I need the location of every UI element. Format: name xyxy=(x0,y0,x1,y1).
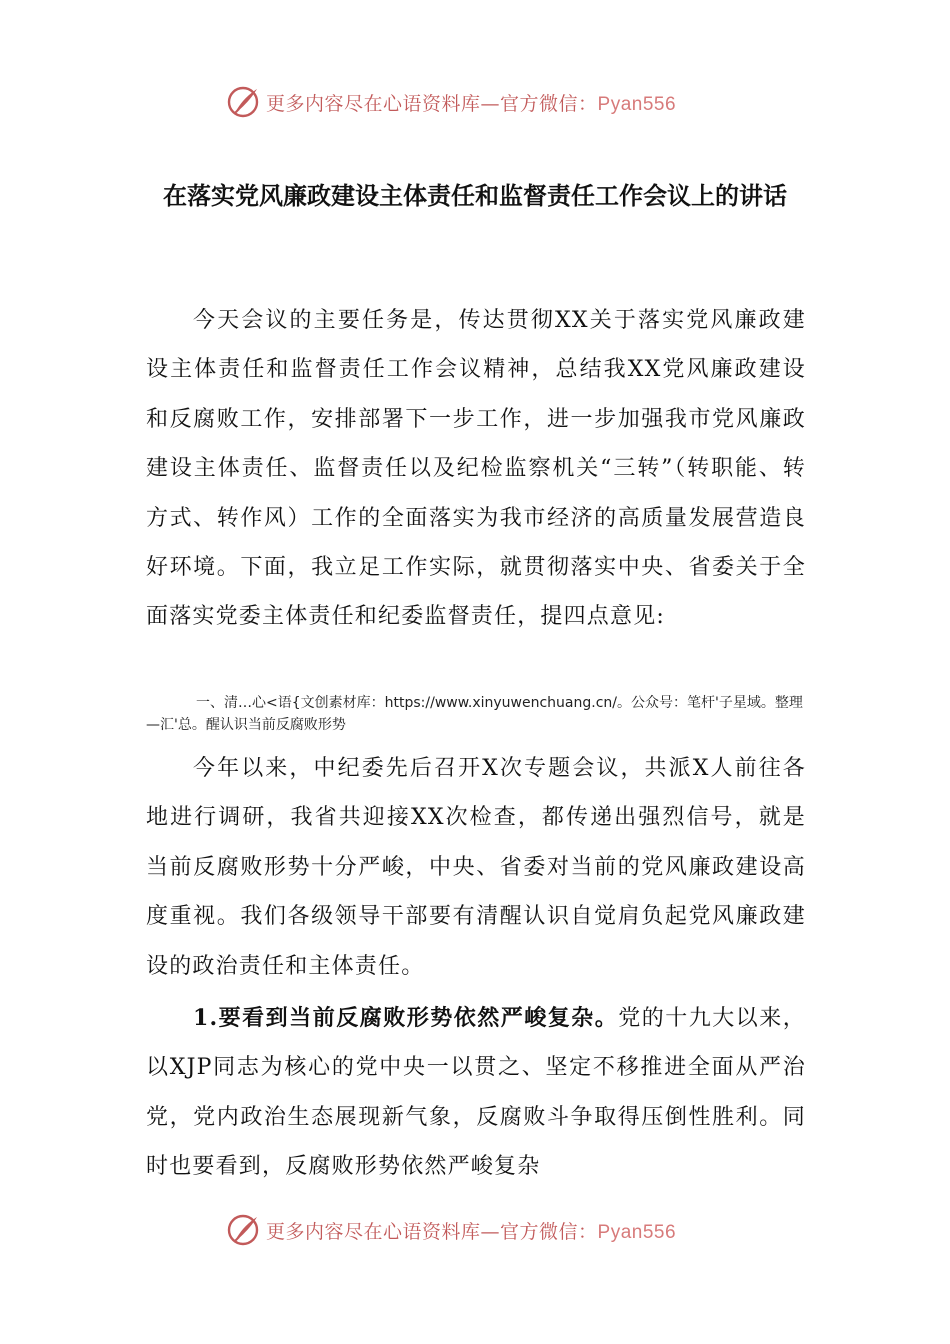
quill-logo-icon xyxy=(226,1212,262,1248)
banner-wechat-id: Pyan556 xyxy=(597,1221,677,1243)
banner-separator: —官方微信： xyxy=(480,1220,598,1243)
header-banner xyxy=(0,82,950,122)
quill-logo-icon xyxy=(226,84,262,120)
banner-text xyxy=(266,89,676,116)
intro-paragraph xyxy=(146,296,806,642)
point-1-heading: 1.要看到当前反腐败形势依然严峻复杂。 xyxy=(193,1005,619,1031)
point-1-paragraph xyxy=(146,994,806,1192)
banner-brand: 更多内容尽在心语资料库 xyxy=(266,92,481,115)
banner-wechat-id: Pyan556 xyxy=(597,93,677,115)
banner-text xyxy=(266,1217,676,1244)
banner-separator: —官方微信： xyxy=(480,92,598,115)
document-title: 在落实党风廉政建设主体责任和监督责任工作会议上的讲话 xyxy=(163,181,787,210)
banner-brand: 更多内容尽在心语资料库 xyxy=(266,1220,481,1243)
section-heading: 一、清…心<语{文创素材库：https://www.xinyuwenchuang.cn/。公众号：笔杆'子星域。整理—汇'总。醒认识当前反腐败形势 xyxy=(146,695,803,733)
paragraph-2-text: 今年以来，中纪委先后召开X次专题会议，共派X人前往各地进行调研，我省共迎接XX次检查，都传递出强烈信号，就是当前反腐败形势十分严峻，中央、省委对当前的党风廉政建设高度重视。我们各级领导干部要有清醒认识自觉肩负起党风廉政建设的政治责任和主体责任。 xyxy=(146,756,806,979)
paragraph-2 xyxy=(146,744,806,991)
footer-banner xyxy=(0,1210,950,1250)
intro-text: 今天会议的主要任务是，传达贯彻XX关于落实党风廉政建设主体责任和监督责任工作会议精神，总结我XX党风廉政建设和反腐败工作，安排部署下一步工作，进一步加强我市党风廉政建设主体责任、监督责任以及纪检监察机关“三转”（转职能、转方式、转作风）工作的全面落实为我市经济的高质量发展营造良好环境。下面，我立足工作实际，就贯彻落实中央、省委关于全面落实党委主体责任和纪委监督责任，提四点意见: xyxy=(146,308,806,630)
point-1-body: 党的十九大以来，以XJP同志为核心的党中央一以贯之、坚定不移推进全面从严治党，党内政治生态展现新气象，反腐败斗争取得压倒性胜利。同时也要看到，反腐败形势依然严峻复杂 xyxy=(146,1006,806,1180)
